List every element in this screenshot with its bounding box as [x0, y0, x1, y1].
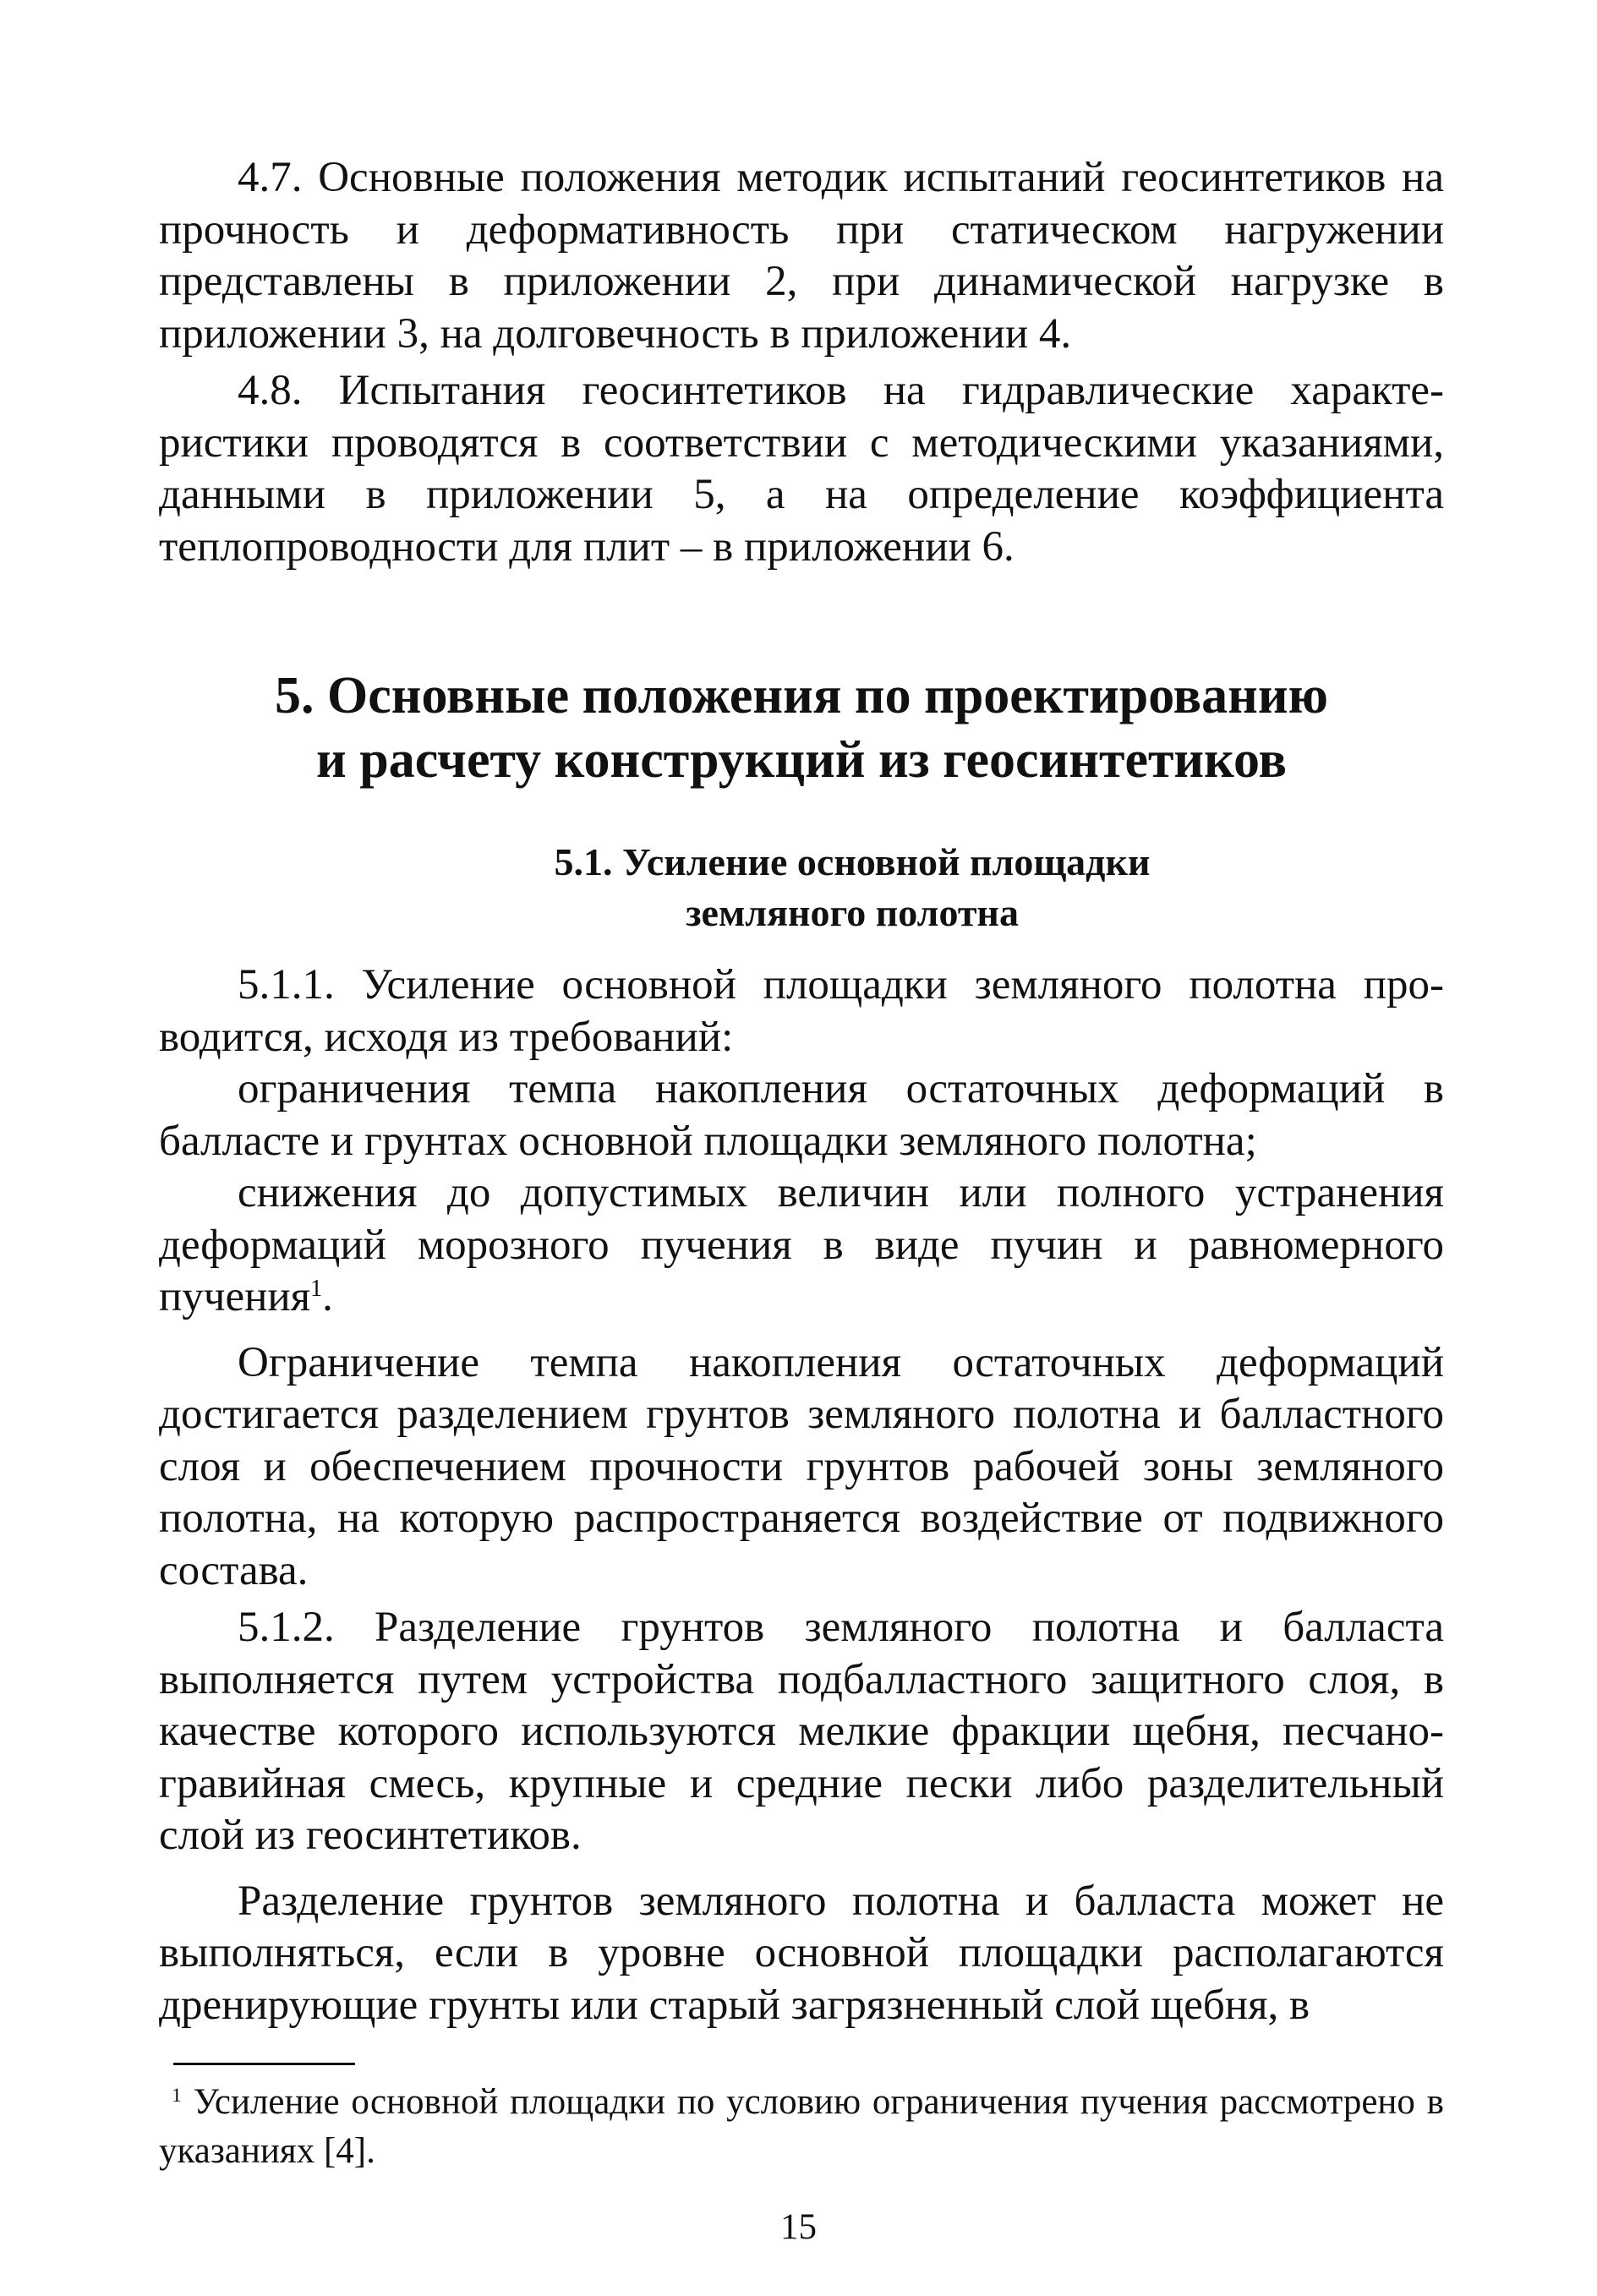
page-number: 15: [780, 2207, 817, 2247]
section-title-line-2: и расчету конструкций из геосинтетиков: [316, 731, 1287, 789]
section-title-line-1: 5. Основные положения по проектированию: [275, 667, 1328, 724]
footnote-text: Усиление основной площадки по условию ограничения пучения рассмотрено в указаниях [4].: [159, 2082, 1444, 2171]
footnote: [159, 2078, 1444, 2176]
requirement-2-text: снижения до допустимых величин или полного устранения деформаций морозного пучения в виде пучин и равномерного пучения: [159, 1169, 1444, 1320]
subsection-title: [159, 837, 1444, 938]
paragraph-limitation: Ограничение темпа накопления остаточных деформаций достигается разделением грунтов земляного полотна и балластного слоя и обеспечением прочности грунтов рабочей зоны земляного полотна, на которую распространяется воздействие от подвижного состава.: [159, 1338, 1444, 1594]
paragraph-requirement-1: ограничения темпа накопления остаточных деформаций в балласте и грунтах основной площадки земляного полотна;: [159, 1065, 1444, 1165]
subsection-title-line-2: земляного полотна: [686, 891, 1019, 934]
paragraph-5-1-2: 5.1.2. Разделение грунтов земляного полотна и балласта выполняется путем устройства подбалластного защитного слоя, в качестве которого используются мелкие фракции щебня, песчано-гравийная смесь, крупные и средние пески либо разделительный слой из геосинтетиков.: [159, 1604, 1444, 1859]
top-text-block: [159, 152, 1444, 578]
main-text-block: [159, 959, 1444, 2036]
subsection-title-line-1: 5.1. Усиление основной площадки: [554, 840, 1151, 883]
footnote-reference: 1: [310, 1276, 323, 1303]
paragraph-4-7: 4.7. Основные положения методик испытаний геосинтетиков на прочность и деформативность при статическом нагружении представлены в приложении 2, при динамической нагрузке в приложении 3, на долговечность в приложении 4.: [159, 154, 1444, 358]
footnote-divider: [173, 2063, 355, 2065]
section-title: [159, 664, 1444, 792]
paragraph-4-8: 4.8. Испытания геосинтетиков на гидравлические характеристики проводятся в соответствии с методическими указаниями, данными в приложении 5, а на определение коэффициента теплопроводности для плит – в приложении 6.: [159, 367, 1444, 571]
paragraph-requirement-2: [159, 1167, 1444, 1324]
paragraph-separation: Разделение грунтов земляного полотна и балласта может не выполняться, если в уровне основной площадки располагаются дренирующие грунты или старый загрязненный слой щебня, в: [159, 1877, 1444, 2029]
paragraph-5-1-1: 5.1.1. Усиление основной площадки земляного полотна проводится, исходя из требований:: [159, 961, 1444, 1061]
footnote-marker: 1: [172, 2084, 182, 2107]
requirement-2-end: .: [322, 1273, 333, 1320]
